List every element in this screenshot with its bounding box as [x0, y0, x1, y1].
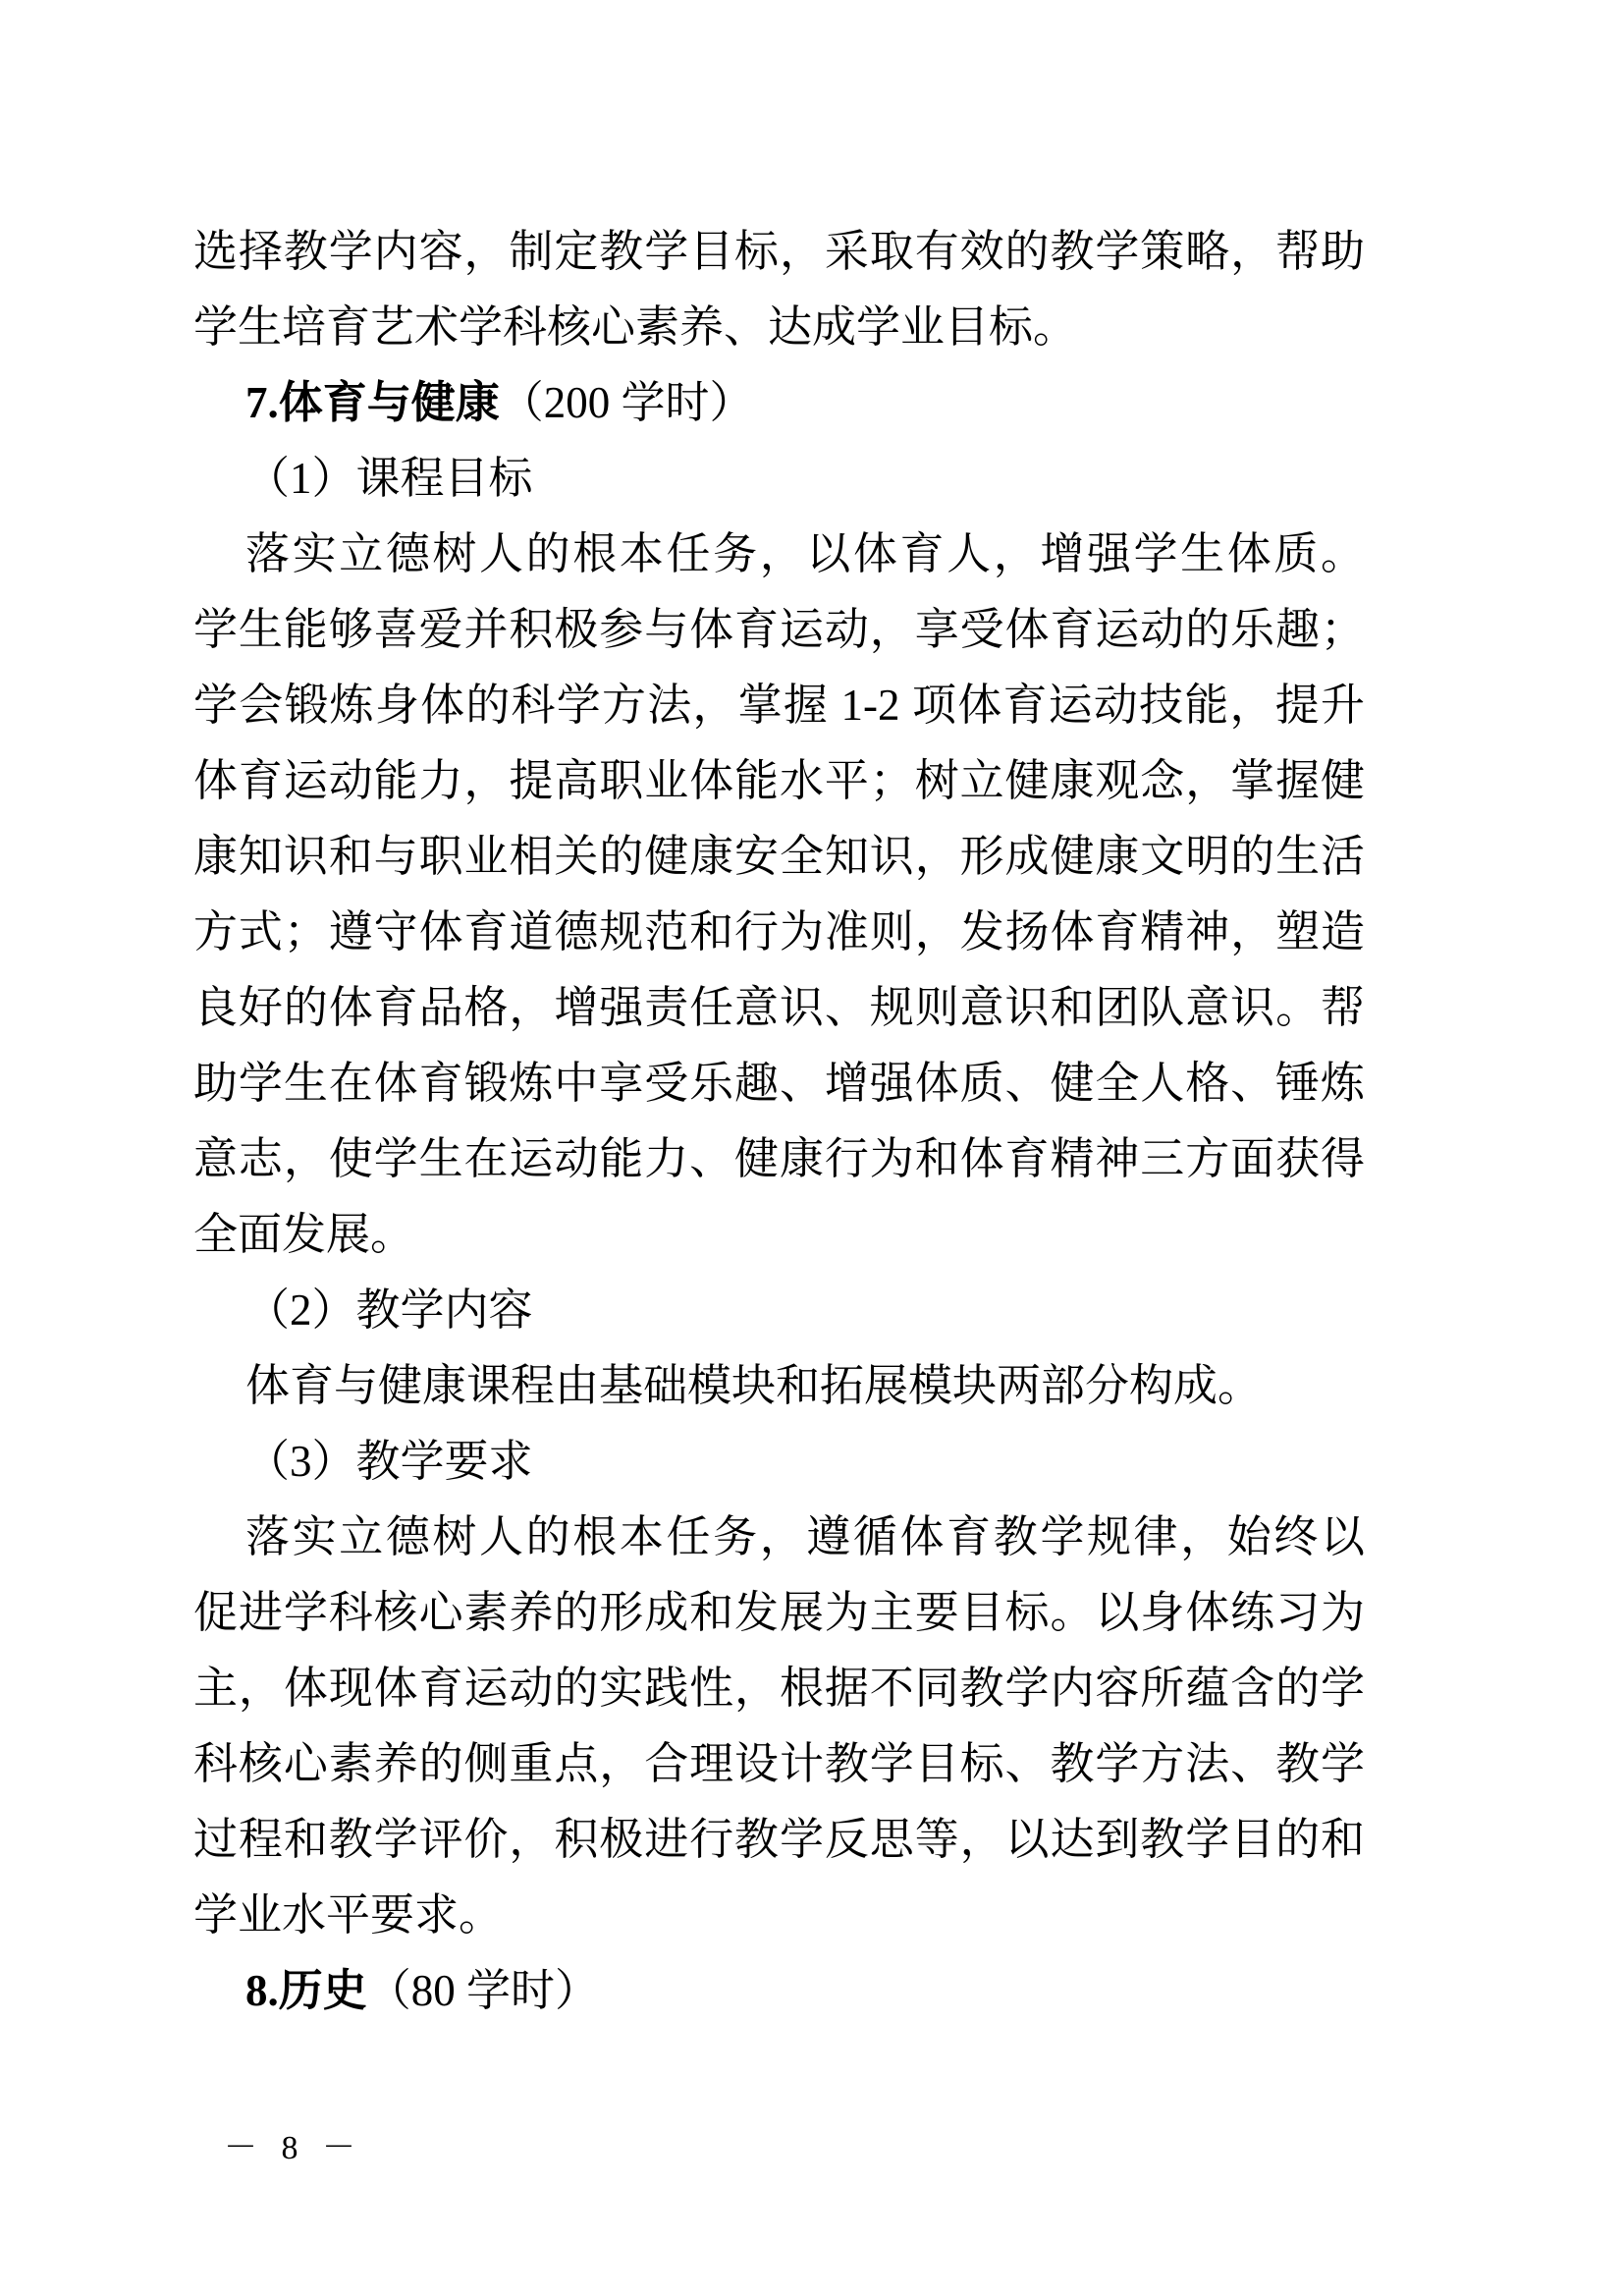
text-line [193, 743, 1365, 819]
body-text: 科核心素养的侧重点，合理设计教学目标、教学方法、教学 [193, 1739, 1365, 1788]
text-line [193, 895, 1365, 970]
text-line [193, 1651, 1365, 1726]
text-line [193, 1348, 1365, 1424]
body-text: 学生能够喜爱并积极参与体育运动，享受体育运动的乐趣； [193, 605, 1365, 654]
heading-title-text: 8.历史 [245, 1966, 367, 2015]
body-text: 全面发展。 [193, 1210, 415, 1259]
body-text: 康知识和与职业相关的健康安全知识，形成健康文明的生活 [193, 832, 1365, 881]
body-text: 学业水平要求。 [193, 1890, 504, 1940]
body-text: （1）课程目标 [245, 454, 533, 503]
text-line [193, 1121, 1365, 1197]
text-line [193, 1424, 1365, 1500]
body-text: 体育运动能力，提高职业体能水平；树立健康观念，掌握健 [193, 756, 1365, 805]
text-line [193, 290, 1365, 365]
text-line [193, 970, 1365, 1046]
text-line [193, 592, 1365, 668]
body-text: 学生培育艺术学科核心素养、达成学业目标。 [193, 302, 1078, 352]
body-text: 落实立德树人的根本任务，遵循体育教学规律，始终以 [245, 1512, 1365, 1561]
body-text: 良好的体育品格，增强责任意识、规则意识和团队意识。帮 [193, 983, 1365, 1032]
text-line [193, 441, 1365, 517]
text-line [193, 1575, 1365, 1651]
section-heading-line [193, 365, 1365, 441]
text-line [193, 517, 1365, 592]
body-text: 助学生在体育锻炼中享受乐趣、增强体质、健全人格、锤炼 [193, 1059, 1365, 1108]
body-text: 学会锻炼身体的科学方法，掌握 1-2 项体育运动技能，提升 [193, 681, 1365, 730]
text-line [193, 1726, 1365, 1802]
text-line [193, 1273, 1365, 1348]
heading-title-text: 7.体育与健康 [245, 378, 500, 427]
body-text: 主，体现体育运动的实践性，根据不同教学内容所蕴含的学 [193, 1664, 1365, 1713]
page-number: － 8 － [224, 2130, 361, 2166]
text-line [193, 1878, 1365, 1953]
document-text-block [193, 214, 1365, 2029]
text-line [193, 1046, 1365, 1121]
body-text: 选择教学内容，制定教学目标，采取有效的教学策略，帮助 [193, 227, 1365, 276]
section-heading-line [193, 1953, 1365, 2029]
body-text: 体育与健康课程由基础模块和拓展模块两部分构成。 [245, 1361, 1263, 1410]
text-line [193, 214, 1365, 290]
body-text: 过程和教学评价，积极进行教学反思等，以达到教学目的和 [193, 1815, 1365, 1864]
body-text: 落实立德树人的根本任务，以体育人，增强学生体质。 [245, 529, 1365, 578]
text-line [193, 668, 1365, 743]
text-line [193, 1802, 1365, 1878]
body-text: （2）教学内容 [245, 1285, 533, 1335]
body-text: 意志，使学生在运动能力、健康行为和体育精神三方面获得 [193, 1134, 1365, 1183]
body-text: 方式；遵守体育道德规范和行为准则，发扬体育精神，塑造 [193, 907, 1365, 957]
text-line [193, 1197, 1365, 1273]
body-text: （3）教学要求 [245, 1437, 533, 1486]
text-line [193, 1500, 1365, 1575]
body-text: 促进学科核心素养的形成和发展为主要目标。以身体练习为 [193, 1588, 1365, 1637]
heading-course-hours: （200 学时） [499, 378, 754, 427]
text-line [193, 819, 1365, 895]
heading-course-hours: （80 学时） [366, 1966, 600, 2015]
